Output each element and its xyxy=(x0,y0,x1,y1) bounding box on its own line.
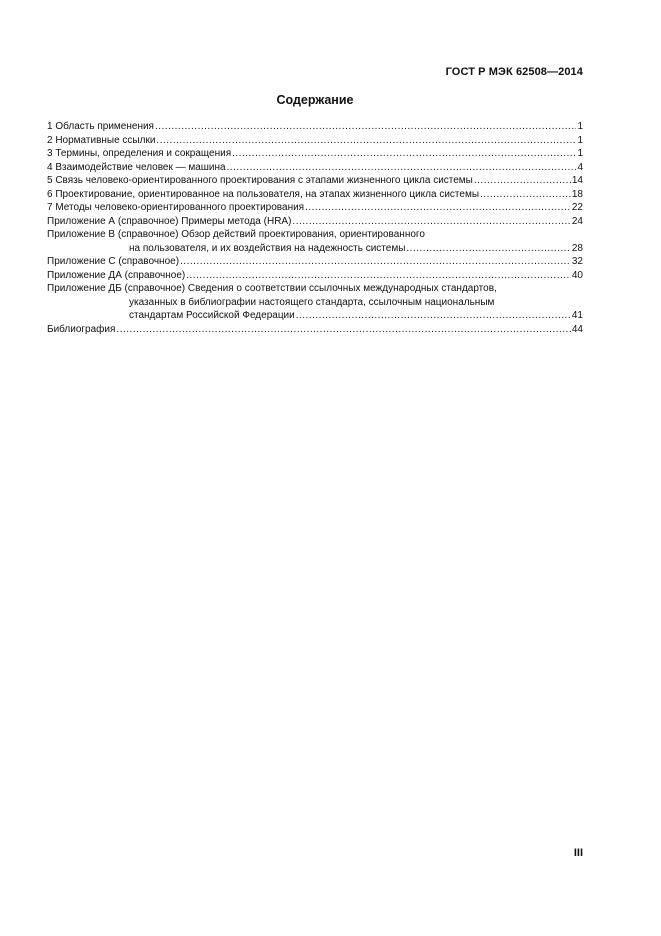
toc-entry-title: 7 Методы человеко-ориентированного проектирования xyxy=(47,202,305,213)
toc-entry-multiline[interactable] xyxy=(47,228,583,255)
toc-entry[interactable] xyxy=(47,323,583,337)
toc-entry-title-line: указанных в библиографии настоящего стандарта, ссылочным национальным xyxy=(129,296,495,308)
toc-entry[interactable] xyxy=(47,134,583,148)
toc-entry-title: Приложение А (справочное) Примеры метода (HRA) xyxy=(47,215,292,227)
toc-entry-title: Библиография xyxy=(47,323,116,335)
toc-leader xyxy=(186,269,571,283)
toc-entry-title: Приложение С (справочное) xyxy=(47,256,180,267)
toc-leader xyxy=(156,134,576,148)
toc-leader xyxy=(305,201,571,215)
toc-entry-page: 18 xyxy=(571,188,583,200)
toc-entry-page: 1 xyxy=(577,121,583,132)
page-number: III xyxy=(573,847,583,859)
toc-title: Содержание xyxy=(276,93,354,107)
toc-entry-title: 1 Область применения xyxy=(47,121,154,132)
toc-entry-title: 2 Нормативные ссылки xyxy=(47,134,156,146)
toc-entry[interactable] xyxy=(47,201,583,215)
toc-entry-page: 14 xyxy=(571,175,583,186)
toc-entry-title: 5 Связь человеко-ориентированного проектирования с этапами жизненного цикла системы xyxy=(47,175,473,186)
toc-entry-page: 22 xyxy=(571,202,583,213)
toc-leader xyxy=(474,174,571,188)
toc-leader xyxy=(232,147,576,161)
toc-entry-page: 4 xyxy=(577,161,583,173)
toc-entry[interactable] xyxy=(47,147,583,161)
toc-entry-page: 32 xyxy=(571,256,583,267)
toc-entry-page: 1 xyxy=(577,134,583,146)
toc-entry-title-line: Приложение В (справочное) Обзор действий проектирования, ориентированного xyxy=(47,229,425,240)
toc-entry[interactable] xyxy=(47,255,583,269)
toc-entry-page: 24 xyxy=(571,215,583,227)
toc-leader xyxy=(227,161,577,175)
toc-entry-page: 40 xyxy=(571,269,583,281)
toc-leader xyxy=(296,309,571,323)
toc-entry-title: 6 Проектирование, ориентированное на пользователя, на этапах жизненного цикла системы xyxy=(47,188,480,200)
document-code: ГОСТ Р МЭК 62508—2014 xyxy=(445,66,583,78)
toc-entry[interactable] xyxy=(47,174,583,188)
toc-entry[interactable] xyxy=(47,120,583,134)
toc-entry-page: 41 xyxy=(571,310,583,321)
table-of-contents xyxy=(47,120,583,336)
toc-entry-title: на пользователя, и их воздействия на надежность системы xyxy=(129,242,406,254)
toc-entry[interactable] xyxy=(47,215,583,229)
toc-entry-page: 44 xyxy=(571,323,583,335)
toc-entry-title: Приложение ДА (справочное) xyxy=(47,269,186,281)
toc-entry-title: 3 Термины, определения и сокращения xyxy=(47,148,232,159)
toc-entry[interactable] xyxy=(47,188,583,202)
toc-entry-page: 1 xyxy=(577,148,583,159)
toc-leader xyxy=(116,323,570,337)
toc-entry-title: стандартам Российской Федерации xyxy=(129,310,295,321)
toc-entry[interactable] xyxy=(47,269,583,283)
toc-leader xyxy=(180,255,571,269)
toc-entry[interactable] xyxy=(47,161,583,175)
toc-leader xyxy=(155,120,576,134)
toc-entry-page: 28 xyxy=(571,242,583,254)
toc-entry-multiline[interactable] xyxy=(47,282,583,323)
toc-entry-title-line: Приложение ДБ (справочное) Сведения о соответствии ссылочных международных стандартов, xyxy=(47,283,497,294)
toc-leader xyxy=(480,188,571,202)
toc-leader xyxy=(406,242,570,256)
toc-leader xyxy=(292,215,570,229)
toc-entry-title: 4 Взаимодействие человек — машина xyxy=(47,161,226,173)
